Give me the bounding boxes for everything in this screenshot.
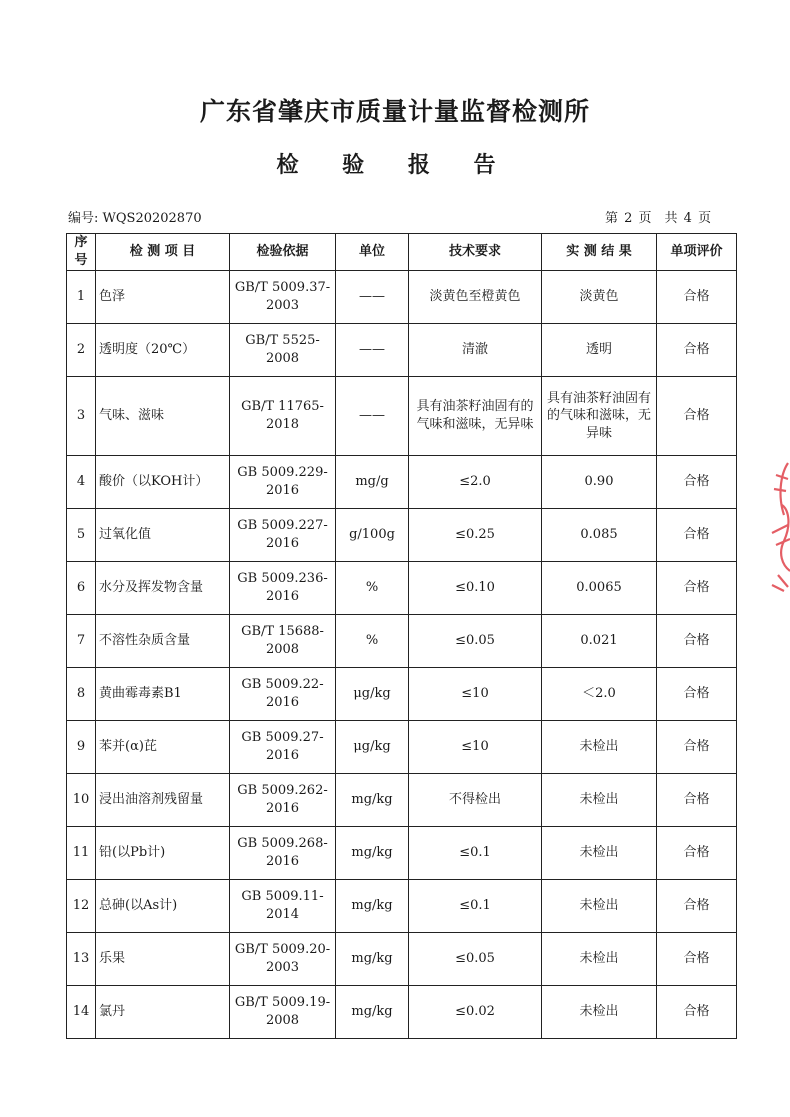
row-basis: GB/T 5525-2008	[230, 324, 336, 377]
inspection-table	[66, 233, 737, 1039]
row-item: 氯丹	[96, 986, 230, 1039]
row-no: 4	[67, 456, 96, 509]
row-basis: GB 5009.227-2016	[230, 509, 336, 562]
row-item: 水分及挥发物含量	[96, 562, 230, 615]
row-result: 未检出	[542, 986, 657, 1039]
row-basis: GB/T 5009.19-2008	[230, 986, 336, 1039]
header-verdict: 单项评价	[657, 234, 737, 271]
row-unit: ——	[336, 324, 409, 377]
table-body	[67, 271, 737, 1039]
row-result: 未检出	[542, 933, 657, 986]
table-row	[67, 880, 737, 933]
row-requirement: ≤0.1	[409, 880, 542, 933]
row-unit: mg/g	[336, 456, 409, 509]
red-seal-stamp	[758, 445, 790, 605]
seal-ink	[772, 463, 790, 591]
table-row	[67, 324, 737, 377]
organization-title: 广东省肇庆市质量计量监督检测所	[199, 97, 590, 126]
table-row	[67, 986, 737, 1039]
report-number-value: WQS20202870	[102, 211, 202, 226]
header-unit: 单位	[336, 234, 409, 271]
row-requirement: ≤10	[409, 668, 542, 721]
row-no: 13	[67, 933, 96, 986]
row-unit: mg/kg	[336, 774, 409, 827]
row-verdict: 合格	[657, 562, 737, 615]
row-item: 色泽	[96, 271, 230, 324]
row-result: 0.90	[542, 456, 657, 509]
row-requirement: ≤0.10	[409, 562, 542, 615]
row-unit: μg/kg	[336, 668, 409, 721]
row-basis: GB/T 5009.20-2003	[230, 933, 336, 986]
row-no: 7	[67, 615, 96, 668]
row-result: 未检出	[542, 880, 657, 933]
row-requirement: 淡黄色至橙黄色	[409, 271, 542, 324]
table-row	[67, 721, 737, 774]
row-basis: GB/T 11765-2018	[230, 377, 336, 456]
row-requirement: ≤0.1	[409, 827, 542, 880]
row-basis: GB/T 5009.37-2003	[230, 271, 336, 324]
row-verdict: 合格	[657, 774, 737, 827]
row-unit: μg/kg	[336, 721, 409, 774]
row-requirement: ≤2.0	[409, 456, 542, 509]
row-verdict: 合格	[657, 827, 737, 880]
row-verdict: 合格	[657, 880, 737, 933]
row-basis: GB 5009.229-2016	[230, 456, 336, 509]
row-item: 气味、滋味	[96, 377, 230, 456]
row-requirement: 具有油茶籽油固有的气味和滋味，无异味	[409, 377, 542, 456]
row-verdict: 合格	[657, 933, 737, 986]
row-item: 铅(以Pb计)	[96, 827, 230, 880]
row-result: 具有油茶籽油固有的气味和滋味，无异味	[542, 377, 657, 456]
row-basis: GB 5009.11-2014	[230, 880, 336, 933]
row-no: 10	[67, 774, 96, 827]
row-unit: %	[336, 562, 409, 615]
row-verdict: 合格	[657, 377, 737, 456]
row-no: 6	[67, 562, 96, 615]
table-row	[67, 615, 737, 668]
row-item: 总砷(以As计)	[96, 880, 230, 933]
row-unit: ——	[336, 377, 409, 456]
row-unit: mg/kg	[336, 986, 409, 1039]
row-no: 1	[67, 271, 96, 324]
table-row	[67, 456, 737, 509]
row-result: 0.085	[542, 509, 657, 562]
row-result: 未检出	[542, 721, 657, 774]
report-title: 检 验 报 告	[276, 153, 514, 178]
table-header-row	[67, 234, 737, 271]
row-basis: GB/T 15688-2008	[230, 615, 336, 668]
row-requirement: 不得检出	[409, 774, 542, 827]
page-info: 第 2 页 共 4 页	[605, 211, 712, 226]
row-item: 乐果	[96, 933, 230, 986]
row-requirement: ≤0.25	[409, 509, 542, 562]
row-requirement: 清澈	[409, 324, 542, 377]
row-result: 透明	[542, 324, 657, 377]
row-unit: mg/kg	[336, 827, 409, 880]
table-row	[67, 509, 737, 562]
row-no: 3	[67, 377, 96, 456]
table-row	[67, 933, 737, 986]
row-unit: ——	[336, 271, 409, 324]
row-result: 0.0065	[542, 562, 657, 615]
row-basis: GB 5009.236-2016	[230, 562, 336, 615]
row-result: 淡黄色	[542, 271, 657, 324]
row-no: 12	[67, 880, 96, 933]
row-item: 浸出油溶剂残留量	[96, 774, 230, 827]
row-basis: GB 5009.22-2016	[230, 668, 336, 721]
header-no: 序 号	[67, 234, 96, 271]
row-verdict: 合格	[657, 324, 737, 377]
row-requirement: ≤0.02	[409, 986, 542, 1039]
row-unit: mg/kg	[336, 880, 409, 933]
row-no: 14	[67, 986, 96, 1039]
row-item: 酸价（以KOH计）	[96, 456, 230, 509]
row-verdict: 合格	[657, 509, 737, 562]
row-result: ＜2.0	[542, 668, 657, 721]
report-number	[68, 207, 202, 226]
row-requirement: ≤10	[409, 721, 542, 774]
header-result: 实 测 结 果	[542, 234, 657, 271]
row-item: 黄曲霉毒素B1	[96, 668, 230, 721]
table-row	[67, 377, 737, 456]
row-unit: mg/kg	[336, 933, 409, 986]
row-unit: %	[336, 615, 409, 668]
row-verdict: 合格	[657, 615, 737, 668]
header-item: 检 测 项 目	[96, 234, 230, 271]
row-basis: GB 5009.27-2016	[230, 721, 336, 774]
row-result: 未检出	[542, 827, 657, 880]
row-verdict: 合格	[657, 456, 737, 509]
row-item: 透明度（20℃）	[96, 324, 230, 377]
row-result: 未检出	[542, 774, 657, 827]
row-no: 5	[67, 509, 96, 562]
row-unit: g/100g	[336, 509, 409, 562]
row-verdict: 合格	[657, 668, 737, 721]
row-item: 不溶性杂质含量	[96, 615, 230, 668]
row-basis: GB 5009.262-2016	[230, 774, 336, 827]
header-requirement: 技术要求	[409, 234, 542, 271]
table-row	[67, 668, 737, 721]
row-result: 0.021	[542, 615, 657, 668]
row-requirement: ≤0.05	[409, 933, 542, 986]
row-verdict: 合格	[657, 721, 737, 774]
row-no: 8	[67, 668, 96, 721]
row-verdict: 合格	[657, 271, 737, 324]
row-no: 11	[67, 827, 96, 880]
table-row	[67, 562, 737, 615]
row-item: 苯并(α)芘	[96, 721, 230, 774]
table-row	[67, 827, 737, 880]
table-row	[67, 774, 737, 827]
row-no: 9	[67, 721, 96, 774]
row-verdict: 合格	[657, 986, 737, 1039]
row-no: 2	[67, 324, 96, 377]
header-basis: 检验依据	[230, 234, 336, 271]
row-basis: GB 5009.268-2016	[230, 827, 336, 880]
report-number-label: 编号:	[68, 211, 99, 226]
row-item: 过氧化值	[96, 509, 230, 562]
table-row	[67, 271, 737, 324]
row-requirement: ≤0.05	[409, 615, 542, 668]
